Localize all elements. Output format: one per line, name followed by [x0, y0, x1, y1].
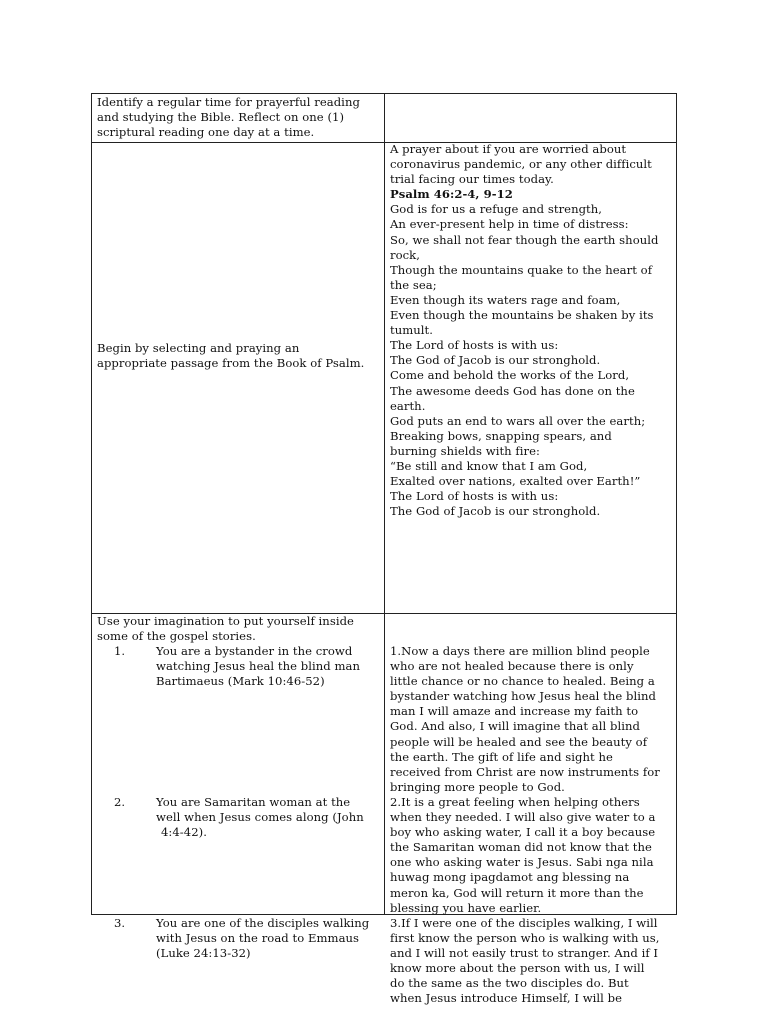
psalm-line: The Lord of hosts is with us:	[390, 338, 559, 353]
text-line: Identify a regular time for prayerful reading	[97, 95, 360, 109]
text-line: bystander watching how Jesus heal the blind	[390, 689, 657, 704]
text-line: God. And also, I will imagine that all blind	[390, 719, 640, 734]
text-line: one who asking water is Jesus. Sabi nga nila	[390, 855, 654, 870]
text-line: do the same as the two disciples do. But	[390, 976, 629, 991]
text-line: You are one of the disciples walking	[156, 916, 370, 930]
psalm-line: Even though the mountains be shaken by its	[390, 308, 654, 323]
text-line: when they needed. I will also give water to a	[390, 810, 656, 825]
text-line: little chance or no chance to healed. Being a	[390, 674, 655, 689]
psalm-line: The awesome deeds God has done on the	[390, 383, 635, 398]
column-divider	[384, 614, 385, 915]
table-row	[92, 143, 676, 614]
reflection-table	[91, 93, 677, 1006]
text-line: coronavirus pandemic, or any other difficult	[390, 157, 652, 172]
text-line: 1.Now a days there are million blind people	[390, 644, 650, 658]
text-line: blessing you have earlier.	[390, 900, 542, 915]
item-number: 2.	[114, 795, 126, 809]
psalm-line: Though the mountains quake to the heart of	[390, 262, 653, 277]
psalm-line: God is for us a refuge and strength,	[390, 202, 603, 217]
psalm-line: “Be still and know that I am God,	[390, 458, 588, 473]
psalm-line: An ever-present help in time of distress:	[390, 217, 629, 232]
column-divider	[384, 94, 385, 142]
text-line: the earth. The gift of life and sight he	[390, 749, 613, 764]
row3-left-intro	[97, 614, 380, 644]
text-line: with Jesus on the road to Emmaus	[156, 931, 360, 946]
text-line: appropriate passage from the Book of Psalm.	[97, 356, 365, 371]
item-text	[156, 644, 360, 689]
text-line: and studying the Bible. Reflect on one (1)	[97, 110, 345, 125]
text-line: huwag mong ipagdamot ang blessing na	[390, 870, 630, 885]
psalm-line: The God of Jacob is our stronghold.	[390, 504, 601, 519]
psalm-line: God puts an end to wars all over the earth;	[390, 413, 646, 428]
text-line: watching Jesus heal the blind man	[156, 659, 361, 674]
text-line: 3.If I were one of the disciples walking, I will	[390, 916, 658, 930]
psalm-line: burning shields with fire:	[390, 443, 540, 458]
psalm-line: Breaking bows, snapping spears, and	[390, 428, 612, 443]
text-line: Use your imagination to put yourself inside	[97, 614, 354, 628]
text-line: You are Samaritan woman at the	[156, 795, 351, 809]
psalm-line: Come and behold the works of the Lord,	[390, 368, 630, 383]
psalm-line: tumult.	[390, 323, 433, 338]
text-line: people will be healed and see the beauty of	[390, 734, 648, 749]
text-line: when Jesus introduce Himself, I will be	[390, 991, 623, 1006]
psalm-line: the sea;	[390, 277, 437, 292]
text-line: some of the gospel stories.	[97, 629, 256, 644]
text-line: You are a bystander in the crowd	[156, 644, 353, 658]
psalm-reference: Psalm 46:2-4, 9-12	[390, 187, 513, 202]
psalm-line: The Lord of hosts is with us:	[390, 489, 559, 504]
row1-left-cell	[97, 95, 380, 140]
text-line: 4:4-42).	[161, 825, 207, 840]
text-line: and I will not easily trust to stranger. And if I	[390, 946, 659, 961]
text-line: who are not healed because there is only	[390, 659, 634, 674]
text-line: boy who asking water, I call it a boy because	[390, 825, 656, 840]
row2-right-cell	[390, 142, 674, 519]
psalm-line: rock,	[390, 247, 420, 262]
answer-1	[390, 644, 674, 795]
psalm-line: So, we shall not fear though the earth should	[390, 232, 659, 247]
item-text	[156, 916, 369, 961]
item-number: 1.	[114, 644, 126, 658]
text-line: know more about the person with us, I will	[390, 961, 645, 976]
text-line: first know the person who is walking with us,	[390, 931, 660, 946]
psalm-line: earth.	[390, 398, 426, 413]
text-line: Begin by selecting and praying an	[97, 341, 300, 355]
table-row	[92, 614, 676, 1006]
text-line: received from Christ are now instruments for	[390, 764, 660, 779]
psalm-line: Exalted over nations, exalted over Earth!”	[390, 474, 641, 489]
psalm-line: The God of Jacob is our stronghold.	[390, 353, 601, 368]
psalm-line: Even though its waters rage and foam,	[390, 292, 621, 307]
text-line: the Samaritan woman did not know that the	[390, 840, 652, 855]
column-divider	[384, 143, 385, 613]
item-text	[156, 795, 364, 840]
text-line: man I will amaze and increase my faith to	[390, 704, 639, 719]
text-line: bringing more people to God.	[390, 779, 565, 794]
item-number: 3.	[114, 916, 126, 930]
text-line: trial facing our times today.	[390, 172, 554, 187]
table-row	[92, 94, 676, 143]
text-line: 2.It is a great feeling when helping others	[390, 795, 640, 809]
text-line: well when Jesus comes along (John	[156, 810, 364, 825]
text-line: A prayer about if you are worried about	[390, 142, 627, 156]
text-line: (Luke 24:13-32)	[156, 946, 251, 961]
text-line: Bartimaeus (Mark 10:46-52)	[156, 674, 325, 689]
text-line: meron ka, God will return it more than the	[390, 885, 644, 900]
text-line: scriptural reading one day at a time.	[97, 125, 315, 140]
answer-3	[390, 916, 674, 1007]
row2-left-cell	[97, 341, 380, 371]
answer-2	[390, 795, 674, 916]
